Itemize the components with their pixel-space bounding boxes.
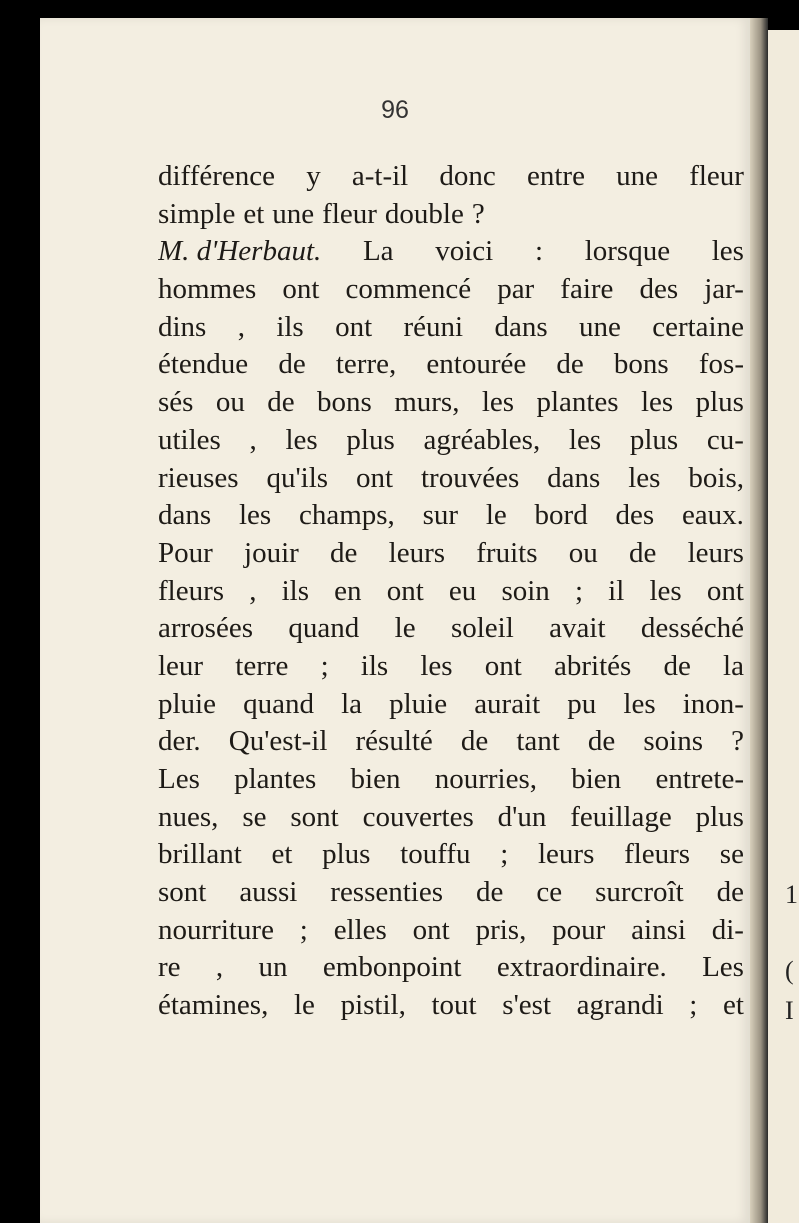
word: desséché bbox=[640, 612, 744, 645]
word: Pour bbox=[158, 536, 213, 569]
word: ils bbox=[276, 310, 304, 343]
word: ont bbox=[335, 310, 373, 343]
word: double bbox=[384, 197, 464, 230]
word: extraordinaire. bbox=[496, 951, 667, 984]
word: rieuses bbox=[158, 461, 239, 494]
word: fleurs bbox=[158, 574, 225, 607]
text-line bbox=[158, 196, 744, 234]
word: différence bbox=[158, 160, 275, 192]
word: entourée bbox=[426, 348, 527, 381]
word: commencé bbox=[345, 273, 472, 306]
word: étamines, bbox=[158, 989, 269, 1022]
word: la bbox=[341, 687, 362, 720]
word: pour bbox=[552, 913, 606, 946]
text-line bbox=[158, 949, 744, 987]
word: pluie bbox=[389, 687, 448, 720]
word: lorsque bbox=[584, 235, 671, 268]
word: ou bbox=[568, 536, 598, 569]
word: les bbox=[568, 423, 602, 456]
word: les bbox=[711, 235, 744, 268]
word: le bbox=[293, 989, 315, 1022]
word: se bbox=[242, 800, 267, 833]
word: entre bbox=[526, 160, 585, 192]
word: de bbox=[278, 348, 306, 381]
word: une bbox=[616, 160, 659, 192]
word: hommes bbox=[158, 273, 257, 306]
word: avait bbox=[549, 612, 606, 645]
word: se bbox=[719, 838, 744, 871]
word: un bbox=[258, 951, 288, 984]
word: ; bbox=[320, 649, 329, 682]
word: surcroît bbox=[595, 876, 684, 909]
word: bord bbox=[534, 499, 588, 532]
word: Qu'est-il bbox=[228, 725, 328, 758]
word: La bbox=[362, 235, 394, 268]
word: arrosées bbox=[158, 612, 254, 645]
word: entrete- bbox=[655, 763, 744, 795]
adjacent-page-fragment: 1 bbox=[785, 880, 798, 909]
word: dins bbox=[158, 310, 207, 343]
speaker-name: M. d'Herbaut. bbox=[158, 235, 322, 268]
word: trouvées bbox=[420, 461, 520, 494]
word: ? bbox=[731, 725, 744, 758]
word: ils bbox=[360, 649, 389, 682]
word: , bbox=[249, 574, 257, 607]
word: pistil, bbox=[340, 989, 406, 1022]
word: ce bbox=[536, 876, 563, 909]
word: ressenties bbox=[330, 876, 444, 909]
word: leurs bbox=[687, 536, 744, 569]
word: inon- bbox=[682, 687, 744, 720]
word: les bbox=[640, 386, 674, 419]
text-line bbox=[158, 874, 744, 912]
word: leur bbox=[158, 649, 204, 682]
word: plantes bbox=[536, 386, 619, 419]
word: eaux. bbox=[681, 499, 744, 532]
text-line bbox=[158, 158, 744, 196]
word: tant bbox=[516, 725, 560, 758]
word: sont bbox=[290, 800, 339, 833]
word: ; bbox=[574, 574, 583, 607]
word: quand bbox=[288, 612, 360, 645]
word: de bbox=[556, 348, 584, 381]
word: nourries, bbox=[434, 763, 537, 795]
word: ont bbox=[484, 649, 522, 682]
word: sés bbox=[158, 386, 194, 419]
word: murs, bbox=[394, 386, 460, 419]
text-line bbox=[158, 686, 744, 724]
word: de bbox=[628, 536, 657, 569]
body-text bbox=[158, 158, 744, 1025]
text-line bbox=[158, 573, 744, 611]
adjacent-page-fragment: ( bbox=[785, 956, 794, 985]
word: les bbox=[285, 423, 318, 456]
word: de bbox=[587, 725, 616, 758]
word: ont bbox=[282, 273, 320, 306]
word: agréables, bbox=[423, 423, 541, 456]
word: abrités bbox=[554, 649, 632, 682]
word: ; bbox=[689, 989, 698, 1022]
word: touffu bbox=[400, 838, 471, 871]
word: a-t-il bbox=[351, 160, 409, 192]
book-gutter bbox=[750, 18, 768, 1223]
word: re bbox=[158, 951, 181, 984]
word: soleil bbox=[450, 612, 514, 645]
word: le bbox=[394, 612, 416, 645]
word: pu bbox=[567, 687, 597, 720]
text-line bbox=[158, 535, 744, 573]
word: le bbox=[485, 499, 507, 532]
word: une bbox=[578, 310, 621, 343]
adjacent-page-fragment: I bbox=[785, 996, 794, 1025]
word: Les bbox=[158, 763, 200, 795]
word: de bbox=[330, 536, 358, 569]
word: , bbox=[237, 310, 245, 343]
word: pris, bbox=[475, 913, 527, 946]
adjacent-page-edge bbox=[768, 30, 799, 1223]
word: aussi bbox=[239, 876, 298, 909]
word: de bbox=[476, 876, 504, 909]
word: nourriture bbox=[158, 913, 274, 946]
word: fleurs bbox=[624, 838, 691, 871]
word: : bbox=[534, 235, 543, 268]
word: et bbox=[271, 838, 293, 871]
word: plus bbox=[322, 838, 371, 871]
word: les bbox=[623, 687, 656, 720]
text-line bbox=[158, 271, 744, 309]
word: plantes bbox=[234, 763, 317, 795]
word: de bbox=[460, 725, 489, 758]
word: ont bbox=[706, 574, 744, 607]
word: leurs bbox=[537, 838, 595, 871]
word: sur bbox=[422, 499, 459, 532]
word: ainsi bbox=[631, 913, 686, 946]
word: dans bbox=[494, 310, 548, 343]
word: les bbox=[238, 499, 272, 532]
word: utiles bbox=[158, 423, 221, 456]
word: plus bbox=[629, 423, 679, 456]
text-line bbox=[158, 648, 744, 686]
word: terre bbox=[235, 649, 289, 682]
word: di- bbox=[711, 913, 744, 946]
word: pluie bbox=[158, 687, 216, 720]
word: ont bbox=[412, 913, 450, 946]
word: une bbox=[272, 197, 315, 230]
word: embonpoint bbox=[322, 951, 462, 984]
word: la bbox=[723, 649, 744, 682]
word: Les bbox=[702, 951, 744, 984]
word: plus bbox=[695, 386, 744, 419]
word: agrandi bbox=[576, 989, 664, 1022]
word: nues, bbox=[158, 800, 219, 833]
word: certaine bbox=[652, 310, 744, 343]
word: en bbox=[334, 574, 362, 607]
text-line bbox=[158, 309, 744, 347]
word: des bbox=[639, 273, 679, 306]
word: bois, bbox=[688, 461, 744, 494]
word: qu'ils bbox=[266, 461, 329, 494]
word: bien bbox=[571, 763, 622, 795]
word: et bbox=[243, 197, 265, 230]
word: fleur bbox=[322, 197, 377, 230]
word: de bbox=[663, 649, 691, 682]
word: voici bbox=[435, 235, 494, 268]
text-line bbox=[158, 761, 744, 799]
word: étendue bbox=[158, 348, 249, 381]
word: ou bbox=[215, 386, 245, 419]
word: elles bbox=[333, 913, 387, 946]
word: eu bbox=[448, 574, 477, 607]
word: les bbox=[649, 574, 682, 607]
word: quand bbox=[243, 687, 314, 720]
word: fos- bbox=[698, 348, 744, 381]
word: bien bbox=[350, 763, 401, 795]
word: résulté bbox=[355, 725, 433, 758]
word: réuni bbox=[403, 310, 464, 343]
word: des bbox=[615, 499, 655, 532]
word: jouir bbox=[244, 536, 299, 569]
word: dans bbox=[158, 499, 212, 532]
word: champs, bbox=[298, 499, 395, 532]
word: ; bbox=[500, 838, 509, 871]
word: terre, bbox=[335, 348, 397, 381]
word: jar- bbox=[704, 273, 744, 306]
word: y bbox=[306, 160, 321, 192]
word: soin bbox=[501, 574, 550, 607]
word: bons bbox=[317, 386, 372, 419]
word: , bbox=[249, 423, 257, 456]
word: fleur bbox=[689, 160, 744, 192]
word: der. bbox=[158, 725, 201, 758]
page-number: 96 bbox=[381, 96, 409, 124]
text-line bbox=[158, 836, 744, 874]
word: s'est bbox=[502, 989, 552, 1022]
word: les bbox=[420, 649, 453, 682]
word: de bbox=[716, 876, 744, 909]
word: plus bbox=[695, 800, 744, 833]
word: ont bbox=[386, 574, 424, 607]
word: il bbox=[608, 574, 625, 607]
text-line bbox=[158, 497, 744, 535]
word: couvertes bbox=[362, 800, 474, 833]
text-line bbox=[158, 384, 744, 422]
text-line bbox=[158, 460, 744, 498]
book-page bbox=[40, 18, 750, 1223]
word: d'un bbox=[497, 800, 547, 833]
word: feuillage bbox=[570, 800, 672, 833]
word: ils bbox=[281, 574, 309, 607]
word: donc bbox=[439, 160, 496, 192]
word: les bbox=[481, 386, 515, 419]
text-line bbox=[158, 610, 744, 648]
word: simple bbox=[158, 197, 236, 230]
word: aurait bbox=[474, 687, 541, 720]
word: fruits bbox=[476, 536, 538, 569]
word: par bbox=[497, 273, 535, 306]
word: les bbox=[628, 461, 661, 494]
text-line bbox=[158, 422, 744, 460]
word: ; bbox=[299, 913, 308, 946]
word: leurs bbox=[388, 536, 446, 569]
word: sont bbox=[158, 876, 207, 909]
word: plus bbox=[346, 423, 395, 456]
word: brillant bbox=[158, 838, 242, 871]
text-line bbox=[158, 346, 744, 384]
word: tout bbox=[431, 989, 477, 1022]
text-line bbox=[158, 799, 744, 837]
text-line bbox=[158, 723, 744, 761]
text-line bbox=[158, 233, 744, 271]
word: , bbox=[215, 951, 224, 984]
word: soins bbox=[643, 725, 704, 758]
text-line bbox=[158, 987, 744, 1025]
word: ont bbox=[356, 461, 394, 494]
text-line bbox=[158, 912, 744, 950]
word: cu- bbox=[706, 423, 744, 456]
word: faire bbox=[560, 273, 614, 306]
word: dans bbox=[547, 461, 601, 494]
word: bons bbox=[613, 348, 669, 381]
word: ? bbox=[471, 197, 485, 230]
word: de bbox=[267, 386, 295, 419]
word: et bbox=[723, 989, 744, 1022]
